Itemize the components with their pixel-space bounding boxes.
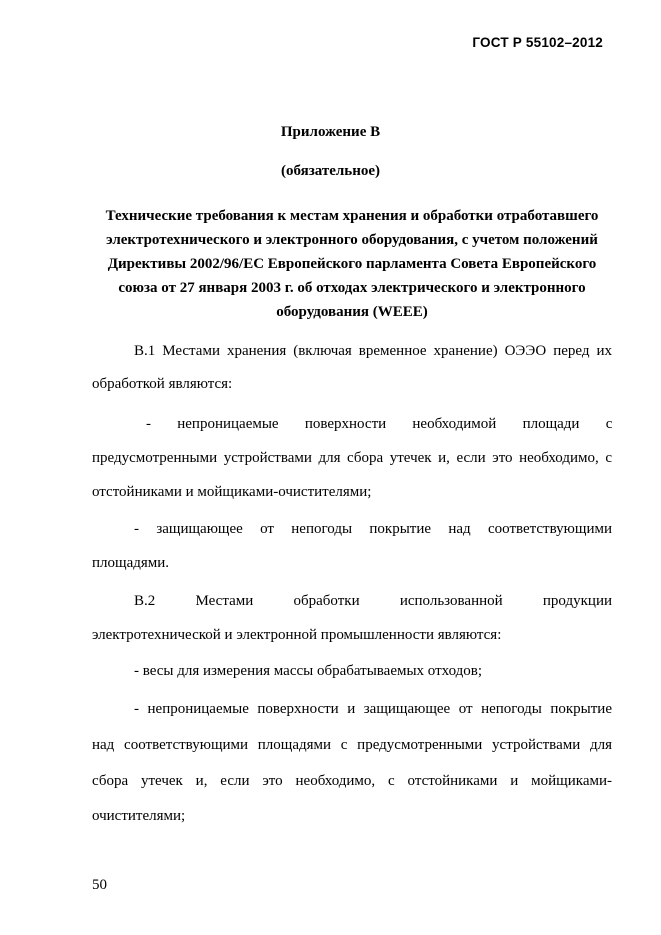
page-number: 50 [92, 877, 107, 893]
paragraph-b1-line: В.1 Местами хранения (включая временное хранение) ОЭЭО перед их [134, 343, 612, 359]
appendix-status: (обязательное) [280, 163, 381, 179]
list-item-b1-2-cont: площадями. [92, 555, 170, 571]
list-item-b1-1-cont: предусмотренными устройствами для сбора утечек и, если это необходимо, с [92, 450, 612, 466]
list-item-b1-2: - защищающее от непогоды покрытие над соответствующими [134, 521, 612, 537]
appendix-heading-line: электротехнического и электронного оборудования, с учетом положений [106, 232, 598, 248]
list-item-b2-2: - непроницаемые поверхности и защищающее от непогоды покрытие [134, 701, 612, 717]
appendix-title: Приложение В [280, 124, 381, 140]
paragraph-b1-line: обработкой являются: [92, 376, 233, 392]
list-item-b2-2-cont: сбора утечек и, если это необходимо, с отстойниками и мойщиками- [92, 773, 612, 789]
list-item-b1-1: - непроницаемые поверхности необходимой площади с [146, 416, 613, 432]
list-item-b2-1: - весы для измерения массы обрабатываемых отходов; [134, 663, 483, 679]
list-item-b2-2-cont: очистителями; [92, 808, 186, 824]
paragraph-b2-line: электротехнической и электронной промышленности являются: [92, 627, 502, 643]
paragraph-b2-line: В.2 Местами обработки использованной продукции [134, 593, 612, 609]
list-item-b1-1-cont: отстойниками и мойщиками-очистителями; [92, 484, 372, 500]
appendix-heading-line: союза от 27 января 2003 г. об отходах электрического и электронного [118, 280, 586, 296]
appendix-heading-line: оборудования (WEEE) [276, 304, 428, 320]
appendix-heading-line: Технические требования к местам хранения и обработки отработавшего [105, 208, 599, 224]
appendix-heading [92, 204, 612, 324]
document-code: ГОСТ Р 55102–2012 [472, 35, 603, 50]
appendix-heading-line: Директивы 2002/96/ЕС Европейского парламента Совета Европейского [107, 256, 597, 272]
list-item-b2-2-cont: над соответствующими площадями с предусмотренными устройствами для [92, 737, 612, 753]
